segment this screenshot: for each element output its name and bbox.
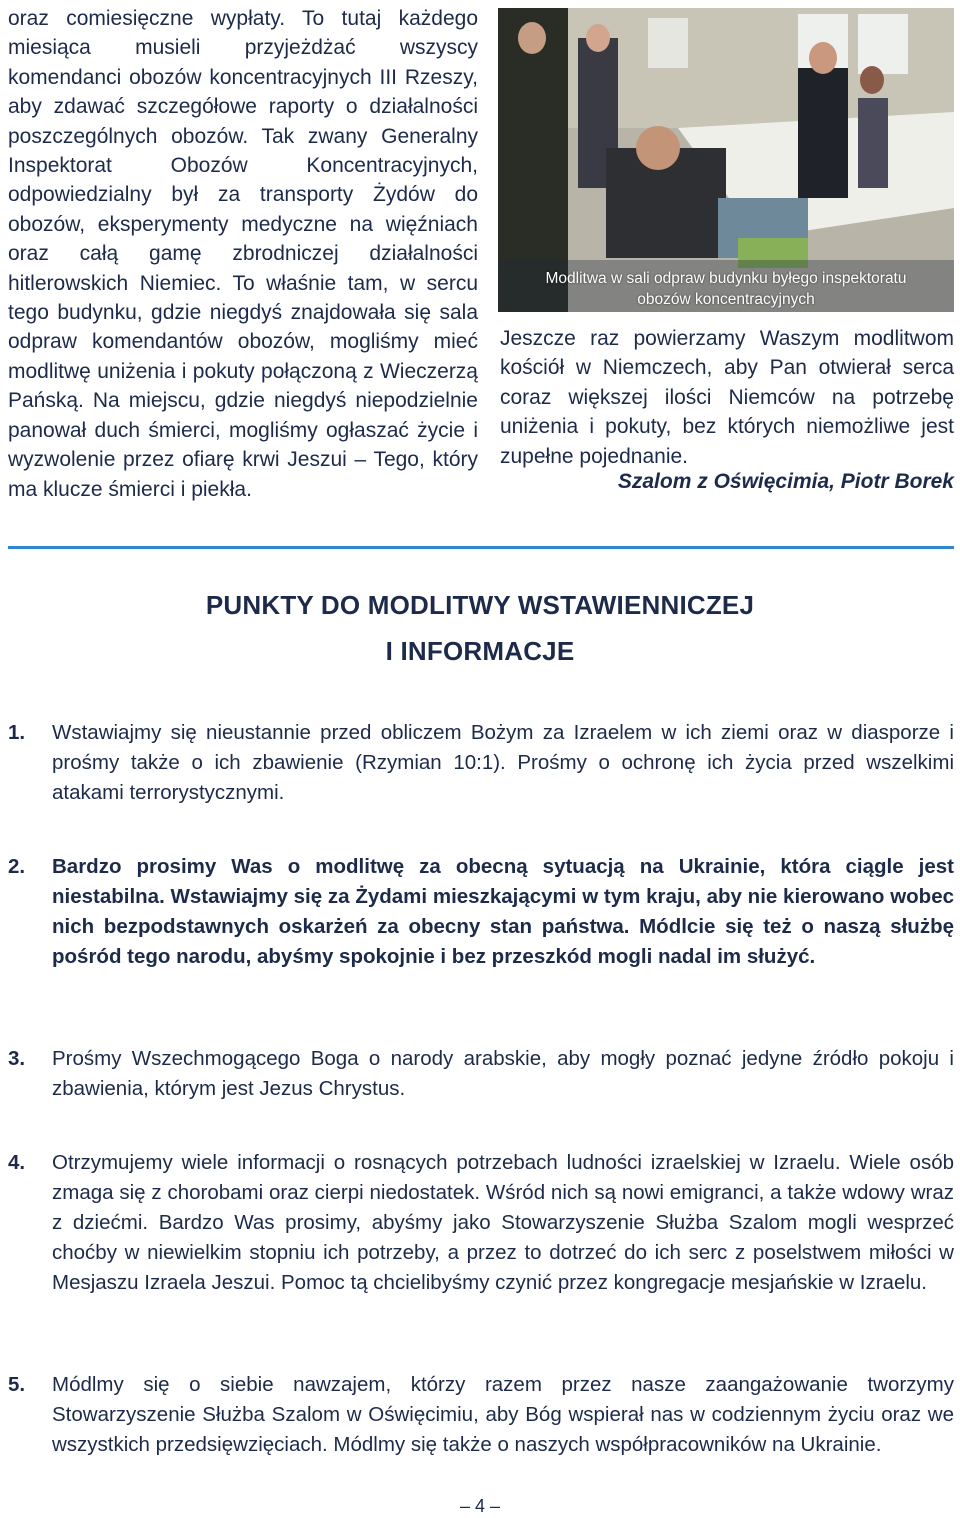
right-column <box>500 324 954 471</box>
item-text: Módlmy się o siebie nawzajem, którzy razem przez nasze zaangażowanie tworzymy Stowarzyszenie Służba Szalom w Oświęcimiu, aby Bóg wspierał nas w codziennym życiu oraz we wszystkich przedsięwzięciach. Módlmy się także o naszych współpracowników na Ukrainie. <box>52 1373 954 1456</box>
item-text: Wstawiajmy się nieustannie przed obliczem Bożym za Izraelem w ich ziemi oraz w diasporze i prośmy także o ich zbawienie (Rzymian 10:1). Prośmy o ochronę ich życia przed wszelkimi atakami terrorystycznymi. <box>52 721 954 804</box>
list-item <box>8 718 954 808</box>
section-title-line-1: PUNKTY DO MODLITWY WSTAWIENNICZEJ <box>205 590 755 620</box>
page-number: – 4 – <box>459 1496 501 1516</box>
photo-image <box>498 8 954 312</box>
item-number: 2. <box>8 855 26 878</box>
list-item <box>8 1044 954 1104</box>
section-title-line-2: I INFORMACJE <box>385 636 575 666</box>
left-column <box>8 4 478 504</box>
item-number: 5. <box>8 1373 26 1396</box>
item-text: Prośmy Wszechmogącego Boga o narody arabskie, aby mogły poznać jedyne źródło pokoju i zbawienia, którym jest Jezus Chrystus. <box>52 1047 954 1100</box>
prayer-photo <box>498 8 954 312</box>
section-divider <box>8 546 954 549</box>
caption-line-2: obozów koncentracyjnych <box>637 291 815 308</box>
item-text: Otrzymujemy wiele informacji o rosnących potrzebach ludności izraelskiej w Izraelu. Wiele osób zmaga się z chorobami oraz cierpi niedostatek. Wśród nich są nowi emigranci, a także wdowy wraz z dziećmi. Bardzo Was prosimy, abyśmy jako Stowarzyszenie Służba Szalom mogli wesprzeć choćby w niewielkim stopniu ich potrzeby, a przez to dotrzeć do ich serc z poselstwem miłości w Mesjaszu Izraela Jeszui. Pomoc tą chcielibyśmy czynić przez kongregacje mesjańskie w Izraelu. <box>52 1151 954 1294</box>
right-paragraph: Jeszcze raz powierzamy Waszym modlitwom kościół w Niemczech, aby Pan otwierał serca coraz większej ilości Niemców na potrzebę uniżenia i pokuty, bez których niemożliwe jest zupełne pojednanie. <box>500 327 954 468</box>
article-continuation <box>0 0 960 520</box>
list-item <box>8 852 954 972</box>
section-heading <box>0 582 960 674</box>
left-paragraph: oraz comiesięczne wypłaty. To tutaj każdego miesiąca musieli przyjeżdżać wszyscy komendanci obozów koncentracyjnych III Rzeszy, aby zdawać szczegółowe raporty o działalności poszczególnych obozów. Tak zwany Generalny Inspektorat Obozów Koncentracyjnych, odpowiedzialny był za transporty Żydów do obozów, eksperymenty medyczne na więźniach oraz całą gamę zbrodniczej działalności hitlerowskich Niemiec. To właśnie tam, w sercu tego budynku, gdzie niegdyś znajdowała się sala odpraw komendantów obozów, mogliśmy mieć modlitwę uniżenia i pokuty połączoną z Wieczerzą Pańską. Na miejscu, gdzie niegdyś niepodzielnie panował duch śmierci, mogliśmy ogłaszać życie i wyzwolenie przez ofiarę krwi Jeszui – Tego, który ma klucze śmierci i piekła. <box>8 7 478 501</box>
list-item <box>8 1370 954 1460</box>
list-item <box>8 1148 954 1298</box>
item-number: 1. <box>8 721 26 744</box>
signature: Szalom z Oświęcimia, Piotr Borek <box>617 470 954 493</box>
photo-caption <box>498 268 954 310</box>
item-number: 3. <box>8 1047 26 1070</box>
item-number: 4. <box>8 1151 26 1174</box>
item-text: Bardzo prosimy Was o modlitwę za obecną sytuacją na Ukrainie, która ciągle jest niestabilna. Wstawiajmy się za Żydami mieszkającymi w tym kraju, aby nie kierowano wobec nich bezpodstawnych oskarżeń za obecny stan państwa. Módlcie się też o naszą służbę pośród tego narodu, abyśmy spokojnie i bez przeszkód mogli nadal im służyć. <box>52 855 954 968</box>
caption-line-1: Modlitwa w sali odpraw budynku byłego inspektoratu <box>545 270 907 287</box>
